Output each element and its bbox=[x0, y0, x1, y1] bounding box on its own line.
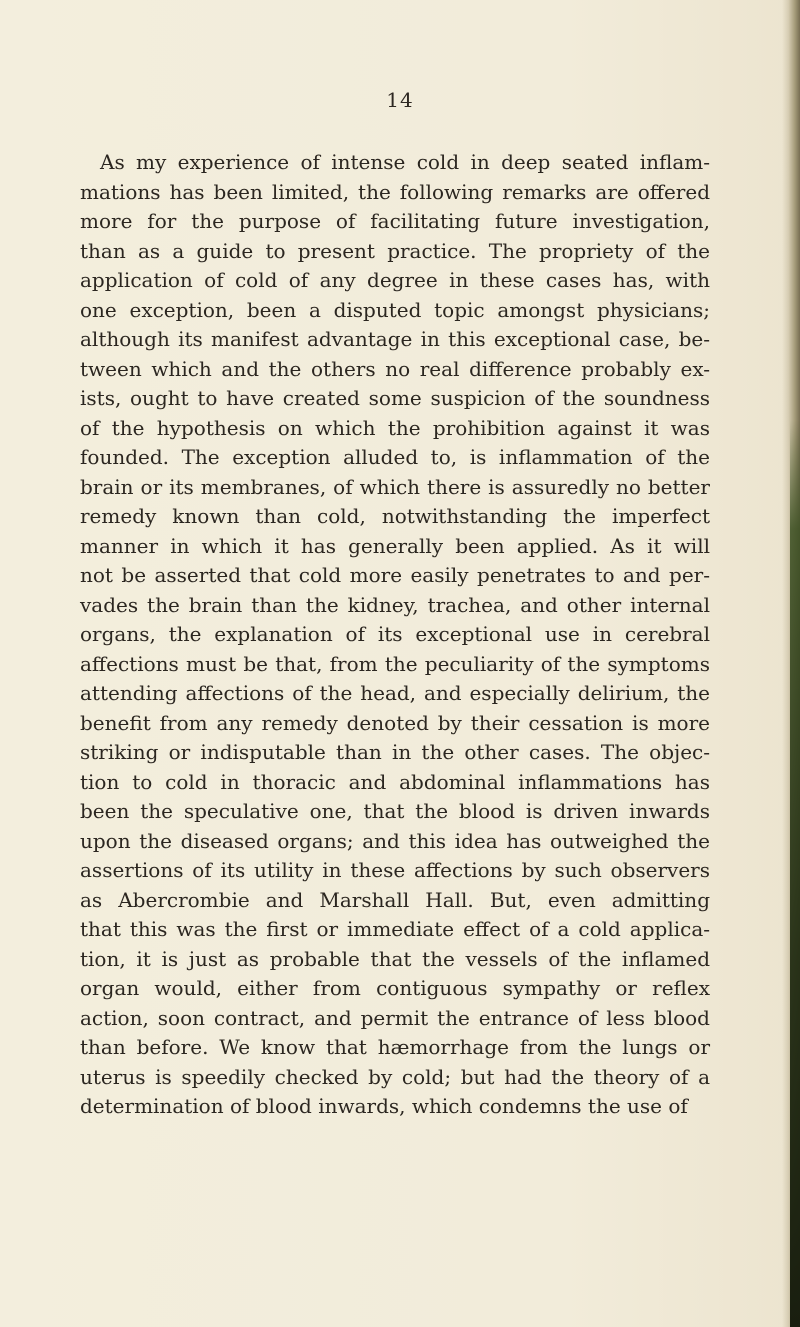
text-line: manner in which it has generally been applied. As it will bbox=[80, 533, 710, 558]
text-line: as Abercrombie and Marshall Hall. But, even admitting bbox=[80, 887, 710, 912]
text-line: benefit from any remedy denoted by their cessation is more bbox=[80, 710, 710, 735]
text-line: affections must be that, from the peculiarity of the symptoms bbox=[80, 651, 710, 676]
body-text bbox=[80, 148, 710, 1122]
text-line: one exception, been a disputed topic amongst physicians; bbox=[80, 297, 710, 322]
text-line: ists, ought to have created some suspicion of the soundness bbox=[80, 386, 710, 410]
text-line: not be asserted that cold more easily penetrates to and per- bbox=[80, 563, 710, 587]
text-line: been the speculative one, that the blood is driven inwards bbox=[80, 799, 710, 823]
text-line: tion to cold in thoracic and abdominal inflammations has bbox=[80, 769, 710, 794]
text-line: action, soon contract, and permit the entrance of less blood bbox=[80, 1005, 710, 1030]
text-line: application of cold of any degree in these cases has, with bbox=[80, 268, 710, 292]
text-line: founded. The exception alluded to, is inflammation of the bbox=[80, 445, 710, 469]
text-line: organ would, either from contiguous sympathy or reflex bbox=[80, 976, 710, 1000]
text-line: tween which and the others no real difference probably ex- bbox=[80, 356, 710, 381]
text-line: than before. We know that hæmorrhage from the lungs or bbox=[80, 1035, 710, 1059]
text-line: more for the purpose of facilitating future investigation, bbox=[80, 209, 710, 233]
text-line: upon the diseased organs; and this idea has outweighed the bbox=[80, 828, 710, 853]
text-line: brain or its membranes, of which there is assuredly no better bbox=[80, 474, 710, 499]
text-line: organs, the explanation of its exceptional use in cerebral bbox=[80, 622, 710, 646]
text-line: attending affections of the head, and especially delirium, the bbox=[80, 681, 710, 705]
text-line: tion, it is just as probable that the vessels of the inflamed bbox=[80, 946, 710, 971]
text-line: of the hypothesis on which the prohibition against it was bbox=[80, 415, 710, 440]
page-number: 14 bbox=[386, 88, 414, 112]
text-line: vades the brain than the kidney, trachea, and other internal bbox=[80, 592, 710, 617]
text-line: striking or indisputable than in the other cases. The objec- bbox=[80, 740, 710, 764]
text-line: remedy known than cold, notwithstanding the imperfect bbox=[80, 504, 710, 528]
text-line: than as a guide to present practice. The propriety of the bbox=[80, 238, 710, 263]
text-line: As my experience of intense cold in deep seated inflam- bbox=[100, 150, 710, 174]
text-line: mations has been limited, the following remarks are offered bbox=[80, 179, 710, 204]
text-line: although its manifest advantage in this exceptional case, be- bbox=[80, 327, 710, 351]
binding-edge bbox=[790, 420, 800, 1327]
text-line: determination of blood inwards, which condemns the use of bbox=[80, 1094, 688, 1118]
text-line: uterus is speedily checked by cold; but had the theory of a bbox=[80, 1064, 710, 1089]
text-line: assertions of its utility in these affections by such observers bbox=[80, 858, 710, 882]
text-line: that this was the first or immediate effect of a cold applica- bbox=[80, 917, 710, 941]
